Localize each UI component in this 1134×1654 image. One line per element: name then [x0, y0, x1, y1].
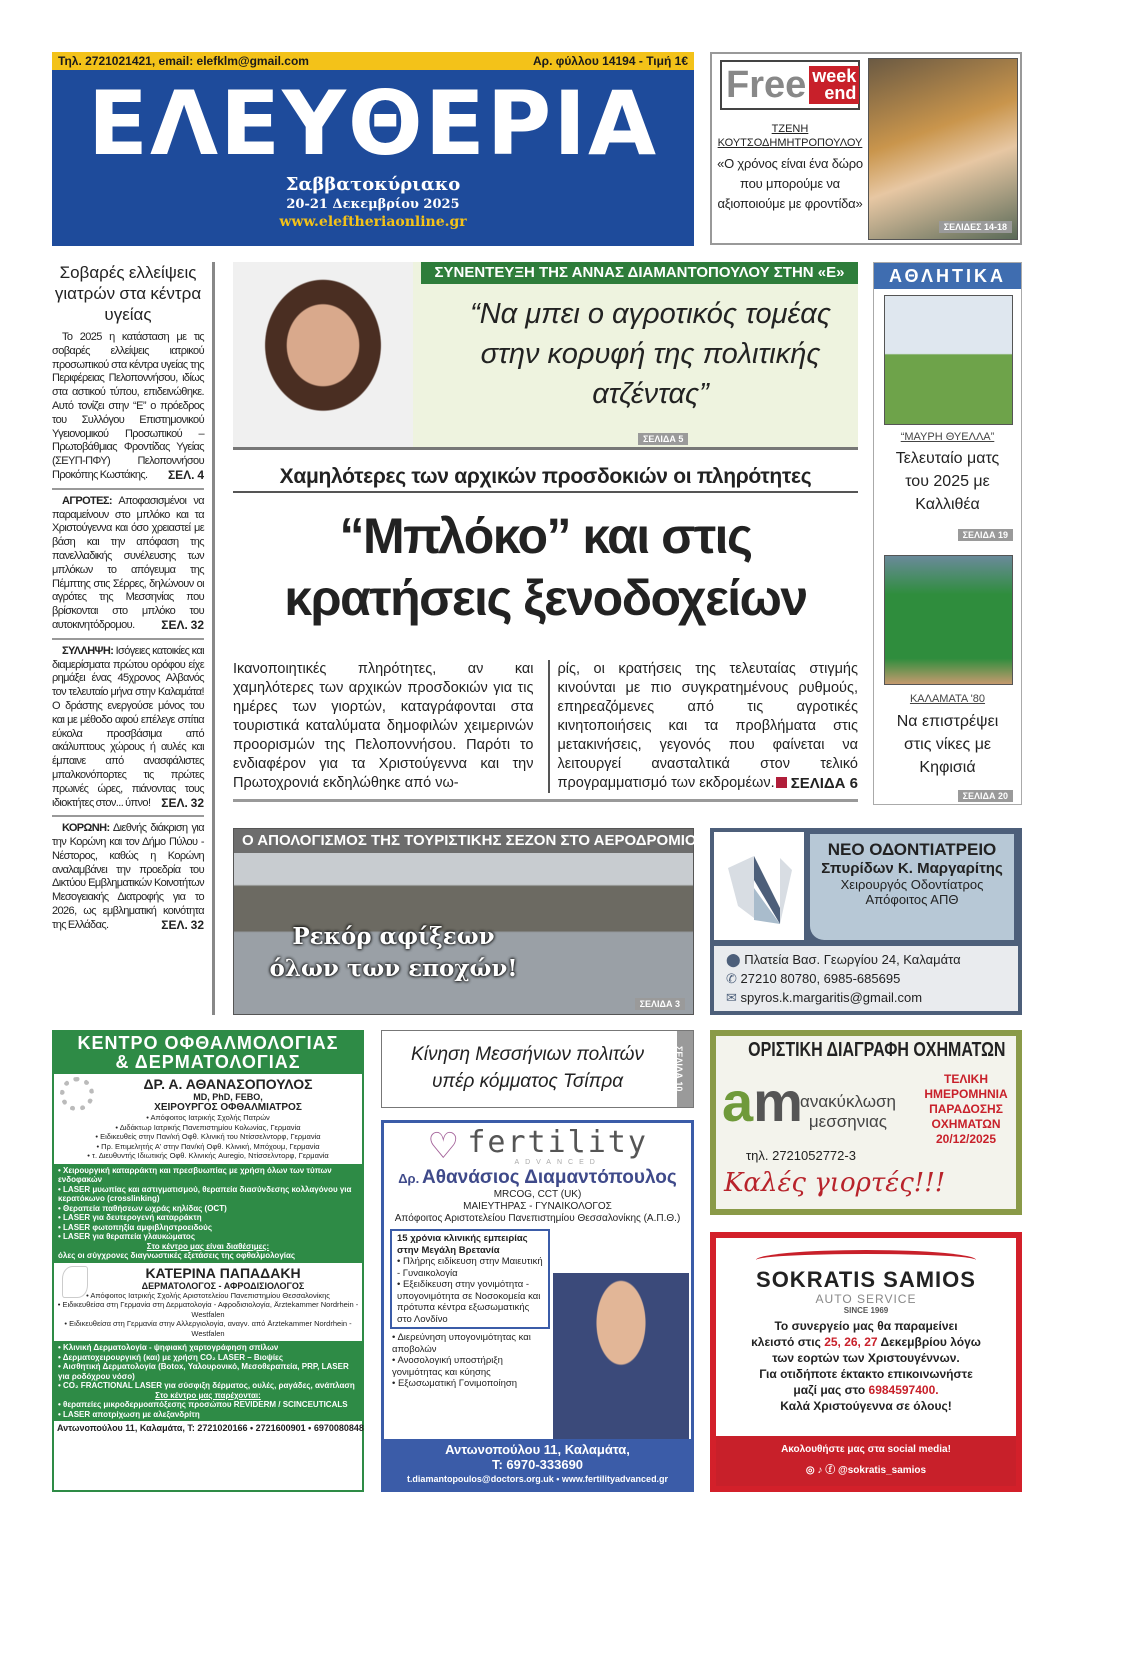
sports-kicker: ΚΑΛΑΜΑΤΑ '80 [909, 693, 986, 705]
edition-label: Σαββατοκύριακο [285, 174, 461, 195]
services-list: • Διερεύνηση υπογονιμότητας και αποβολών • Ανοσολογική υποστήριξη γονιμότητας και κύησης • Εξωσωματική Γονιμοποίηση [392, 1332, 531, 1389]
face-profile-icon [62, 1266, 88, 1298]
fertility-clinic-ad[interactable] [381, 1120, 694, 1492]
main-kicker: Χαμηλότερες των αρχικών προσδοκιών οι πληρότητες [233, 465, 858, 493]
football-photo [884, 295, 1013, 425]
airport-caption: Ρεκόρ αφίξεων όλων των εποχών! [269, 923, 518, 982]
website-link[interactable]: www.eleftheriaonline.gr [279, 214, 467, 230]
page-ref: ΣΕΛΙΔΕΣ 14-18 [939, 221, 1012, 233]
issue-info: Αρ. φύλλου 14194 - Τιμή 1€ [532, 54, 688, 68]
brief-item: ΣΥΛΛΗΨΗ: Ισόγειες κατοικίες και διαμερίσματα πρώτου ορόφου είχε ρημάξει ένας 45χρονος Αλβανός τον τελευταίο μήνα στην Καλαμάτα! Ο δράστης ενεργούσε μόνος του και με μέθοδο αφού επέλεγε σπίτια εύκολα προσβάσιμα από ακάλυπτους χώρους ή αυλές και έμπαινε από ανασφάλιστες μπαλκονόπορτες τις πρώτες πρωινές ώρες, πιάνοντας τους ιδιοκτήτες στον... ύπνο! ΣΕΛ. 32 [52, 644, 204, 810]
email-row: ✉ spyros.k.margaritis@gmail.com [726, 990, 923, 1005]
interview-quote: “Να μπει ο αγροτικός τομέας στην κορυφή της πολιτικής ατζέντας” [470, 298, 831, 410]
iris-icon [60, 1077, 94, 1111]
interview-banner: ΣΥΝΕΝΤΕΥΞΗ ΤΗΣ ΑΝΝΑΣ ΔΙΑΜΑΝΤΟΠΟΥΛΟΥ ΣΤΗΝ «Ε» [421, 262, 858, 284]
article-column-2: ρίς, οι κρατήσεις της τελευταίας στιγμής κινούνται με πιο συγκρατημένους ρυθμούς, επηρεαζόμενες από τις αγροτικές κινητοποιήσεις και τα προβλήματα στις μετακινήσεις, γεγονός που φαίνεται να λειτουργεί ανασταλτικά στον τελικό προγραμματισμό των εκδρομέων. ΣΕΛΙΔΑ 6 [548, 660, 859, 793]
interviewee-photo [868, 58, 1018, 240]
brand-name: SOKRATIS SAMIOS [756, 1267, 976, 1292]
clinic-footer: Αντωνοπούλου 11, Καλαμάτα, Τ: 2721020166 • 2721600901 • 6970080848 [57, 1423, 364, 1433]
article-lead: Το 2025 η κατάσταση με τις σοβαρές ελλείψεις ιατρικού προσωπικού στα κέντρα υγείας της Περιφέρειας Πελοποννήσου, ιδίως στα αστικού τύπου, επιδεινώθηκε. Αυτό τονίζει στην “Ε” ο πρόεδρος του Συλλόγου Επιστημονικού Υγειονομικού Προσωπικού – Πρωτοβάθμιας Φροντίδας Υγείας (ΣΕΥΠ-ΠΦΥ) Πελοποννήσου Προκόπης Κωστάκης. ΣΕΛ. 4 [52, 331, 204, 482]
auto-service-ad[interactable] [710, 1232, 1022, 1492]
interviewee-name: ΤΖΕΝΗ ΚΟΥΤΣΟΔΗΜΗΤΡΟΠΟΥΛΟΥ [717, 123, 863, 149]
newspaper-logo: ΕΛΕΥΘΕΡΙΑ [87, 72, 659, 175]
doctor-credentials: MRCOG, CCT (UK) ΜΑΙΕΥΤΗΡΑΣ - ΓΥΝΑΙΚΟΛΟΓΟΣ Απόφοιτος Αριστοτελείου Πανεπιστημίου Θεσσαλονίκης (Α.Π.Θ.) [394, 1189, 681, 1224]
page-ref: ΣΕΛΙΔΑ 10 [677, 1031, 693, 1107]
sports-section [873, 262, 1022, 805]
brief-item: ΑΓΡΟΤΕΣ: Αποφασισμένοι να παραμείνουν στο μπλόκο και τα Χριστούγεννα και όσο χρειαστεί με βάση και την απόφαση της πανελλαδικής συνέλευσης των μπλόκων το απόγευμα της Πέμπτης στις Σέρρες, δηλώνουν οι αγρότες της Μεσσηνίας που βρίσκονται στο μπλόκο του αυτοκινητόδρομου. ΣΕΛ. 32 [52, 494, 204, 632]
am-logo-icon: am [722, 1070, 803, 1133]
doctor-cv: • Απόφοιτος Ιατρικής Σχολής Αριστοτελείου Πανεπιστημίου Θεσσαλονίκης • Ειδικευθείσα στη Γερμανία στη Δερματολογία - Αφροδισιολογία, Ärztekammer Nordrhein - Westfalen • Ειδικευθείσα στη Γερμανία στην Αλλεργιολογία, αναγν. από Ärztekammer Nordrhein - Westfalen [57, 1290, 359, 1338]
square-bullet-icon [776, 777, 787, 788]
greeting: Καλές γιορτές!!! [724, 1168, 946, 1198]
teaser-title: Κίνηση Μεσσήνιων πολιτών υπέρ κόμματος Τσίπρα [411, 1044, 644, 1092]
interviewee-photo [233, 262, 413, 447]
doctor-cv: • Απόφοιτος Ιατρικής Σχολής Πατρών • Διδάκτωρ Ιατρικής Πανεπιστημίου Κολωνίας, Γερμανία • Ειδικευθείς στην Παν/κή Οφθ. Κλινική του Ντίσσελντορφ, Γερμανία • Πρ. Επιμελητής Α' στην Παν/κή Οφθ. Κλινική, Μπόχουμ, Γερμανία • τ. Διευθυντής Ιδιωτικής Οφθ. Κλινικής Auregio, Ντίσσελντορφ, Γερμανία [87, 1113, 329, 1160]
brief-item: ΚΟΡΩΝΗ: Διεθνής διάκριση για την Κορώνη και τον Δήμο Πύλου - Νέστορος, καθώς η Κορώνη αναλαμβάνει την προεδρία του Δικτύου Εμβληματικών Κοινοτήτων Μεσογειακής Διατροφής για το 2026, ως εμβληματική κοινότητα της Ελλάδας. ΣΕΛ. 32 [52, 822, 204, 932]
heart-logo-icon: ♡ [427, 1125, 460, 1166]
free-weekend-teaser[interactable] [710, 52, 1022, 245]
free-weekend-logo [720, 60, 860, 110]
address-row: ⬤ Πλατεία Βασ. Γεωργίου 24, Καλαμάτα [726, 952, 961, 967]
political-teaser[interactable] [381, 1030, 694, 1108]
since: SINCE 1969 [843, 1306, 889, 1315]
brand-sub: AUTO SERVICE [815, 1292, 917, 1306]
doctor-role: ΔΕΡΜΑΤΟΛΟΓΟΣ - ΑΦΡΟΔΙΣΙΟΛΟΓΟΣ [141, 1280, 305, 1291]
dentist-degree: Απόφοιτος ΑΠΘ [865, 892, 959, 907]
page-ref: ΣΕΛΙΔΑ 20 [958, 790, 1013, 802]
page-ref: ΣΕΛΙΔΑ 3 [635, 998, 685, 1010]
dentist-name: Σπυρίδων Κ. Μαργαρίτης [821, 860, 1003, 877]
masthead [52, 52, 694, 246]
phone: τηλ. 2721052772-3 [746, 1148, 856, 1163]
doctor-photo [553, 1273, 689, 1439]
tiktok-icon[interactable]: ♪ [817, 1465, 823, 1476]
sports-header: ΑΘΛΗΤΙΚΑ [874, 263, 1021, 289]
brand-name: ανακύκλωση μεσσηνιας [800, 1092, 896, 1131]
phone-icon: ✆ [726, 971, 737, 986]
instagram-icon[interactable]: ◎ [805, 1465, 815, 1476]
ad-title: ΟΡΙΣΤΙΚΗ ΔΙΑΓΡΑΦΗ ΟΧΗΜΑΤΩΝ [748, 1039, 1006, 1061]
facebook-icon[interactable]: ⓕ [825, 1465, 836, 1476]
sports-headline[interactable]: Να επιστρέψει στις νίκες με Κηφισιά [896, 713, 999, 776]
doctor-role: ΧΕΙΡΟΥΡΓΟΣ ΟΦΘΑΛΜΙΑΤΡΟΣ [154, 1102, 302, 1113]
logo-weekend: week end [809, 66, 859, 104]
dentist-logo-icon [714, 832, 804, 940]
sports-headline[interactable]: Τελευταίο ματς του 2025 με Καλλιθέα [895, 450, 1000, 513]
main-article-body [233, 660, 858, 802]
basketball-team-photo [884, 555, 1013, 685]
dentist-ad[interactable] [710, 828, 1022, 1015]
left-news-column [52, 262, 215, 1015]
envelope-icon: ✉ [726, 990, 737, 1005]
free-weekend-quote: «Ο χρόνος είναι ένα δώρο που μπορούμε να αξιοποιούμε με φροντίδα» [717, 156, 863, 211]
airport-banner: Ο ΑΠΟΛΟΓΙΣΜΟΣ ΤΗΣ ΤΟΥΡΙΣΤΙΚΗΣ ΣΕΖΟΝ ΣΤΟ ΑΕΡΟΔΡΟΜΙΟ [234, 829, 693, 853]
article-column-1: Ικανοποιητικές πληρότητες, αν και χαμηλότερες των αρχικών προσδοκιών για τις ημέρες των γιορτών, καταγράφονται στα τουριστικά καταλύματα δημοφιλών χειμερινών προορισμών της Πελοποννήσου. Παρότι το ενδιαφέρον για τα Χριστούγεννα και την Πρωτοχρονιά εκδηλώθηκε από νω- [233, 661, 534, 791]
fertility-contact: Αντωνοπούλου 11, Καλαμάτα, Τ: 6970-333690 t.diamantopoulos@doctors.org.uk • www.fertilityadvanced.gr [384, 1439, 691, 1489]
interview-teaser[interactable] [233, 262, 858, 450]
doctor-degree: MD, PhD, FEBO, [193, 1092, 263, 1102]
eye-derm-clinic-ad[interactable] [52, 1030, 364, 1492]
ad-title: ΚΕΝΤΡΟ ΟΦΘΑΛΜΟΛΟΓΙΑΣ & ΔΕΡΜΑΤΟΛΟΓΙΑΣ [54, 1032, 362, 1074]
logo-free: Free [726, 63, 807, 106]
doctor-name: ΔΡ. Α. ΑΘΑΝΑΣΟΠΟΥΛΟΣ [143, 1076, 313, 1092]
map-pin-icon: ⬤ [726, 952, 741, 967]
eye-services: • Χειρουργική καταρράκτη και πρεσβυωπίας με χρήση όλων των τύπων ενδοφακών • LASER μυωπίας και αστιγματισμού, θεραπεία διασύνδεσης κολλαγόνου για κερατόκωνο (crosslinking) • Θεραπεία παθήσεων ωχράς κηλίδας (OCT) • LASER για δευτερογενή καταρράκτη • LASER φωτοπηξία αμφιβληστροειδούς • LASER για θεραπεία γλαυκώματος Στο κέντρο μας είναι διαθέσιμες: όλες οι σύγχρονες διαγνωστικές εξετάσεις της οφθαλμολογίας [54, 1164, 362, 1263]
derm-services: • Κλινική Δερματολογία - ψηφιακή χαρτογράφηση σπίλων • Δερματοχειρουργική (και) με χρήση CO₂ LASER – Βιοψίες • Αισθητική Δερματολογία (Botox, Υαλουρονικό, Μεσοθεραπεία, PRP, LASER για ροδόχρου νόσο) • CO₂ FRACTIONAL LASER για σύσφιξη δέρματος, ουλές, ραγάδες, ανάπλαση Στο κέντρο μας παρέχονται: • θεραπείες μικροδερμοαπόξεσης προσώπου REVIDERM / SCINCEUTICALS • LASER αποτρίχωση με αλεξανδρίτη [54, 1341, 362, 1421]
page-ref: ΣΕΛΙΔΑ 5 [638, 433, 688, 445]
doctor-name: ΚΑΤΕΡΙΝΑ ΠΑΠΑΔΑΚΗ [145, 1264, 301, 1281]
ad-title: ΝΕΟ ΟΔΟΝΤΙΑΤΡΕΙΟ [827, 840, 997, 859]
page-ref: ΣΕΛΙΔΑ 19 [958, 529, 1013, 541]
phone-row: ✆ 27210 80780, 6985-685695 [726, 971, 901, 986]
issue-date: 20-21 Δεκεμβρίου 2025 [286, 197, 460, 212]
airport-story[interactable] [233, 828, 697, 1015]
experience-box: 15 χρόνια κλινικής εμπειρίας στην Μεγάλη Βρετανία • Πλήρης ειδίκευση στην Μαιευτική - Γυναικολογία • Εξειδίκευση στην γονιμότητα - υπογονιμότητα σε Νοσοκομεία και πρότυπα κέντρα εξωσωματικής στο Λονδίνο [390, 1229, 550, 1329]
closure-notice: Το συνεργείο μας θα παραμείνει κλειστό στις 25, 26, 27 Δεκεμβρίου λόγω των εορτών των Χριστουγέννων. Για οτιδήποτε έκτακτο επικοινωνήστε μαζί μας στο 6984597400. Καλά Χριστούγεννα σε όλους! [751, 1319, 981, 1413]
social-footer: Ακολουθήστε μας στα social media! ◎ ♪ ⓕ @sokratis_samios [716, 1436, 1016, 1486]
fertility-logo: ♡ fertility ADVANCED [427, 1124, 648, 1166]
contact-info: Τηλ. 2721021421, email: elefklm@gmail.com [58, 54, 309, 68]
recycling-ad[interactable] [710, 1030, 1022, 1215]
main-headline[interactable]: “Μπλόκο” και στις κρατήσεις ξενοδοχείων [284, 508, 807, 626]
sports-kicker: “ΜΑΥΡΗ ΘΥΕΛΛΑ” [900, 431, 995, 443]
dentist-role: Χειρουργός Οδοντίατρος [840, 877, 984, 892]
article-headline[interactable]: Σοβαρές ελλείψεις γιατρών στα κέντρα υγείας [54, 263, 202, 324]
doctor-name: Δρ. Αθανάσιος Διαμαντόπουλος [398, 1167, 677, 1188]
deadline: ΤΕΛΙΚΗ ΗΜΕΡΟΜΗΝΙΑ ΠΑΡΑΔΟΣΗΣ ΟΧΗΜΑΤΩΝ 20/12/2025 [924, 1072, 1008, 1146]
